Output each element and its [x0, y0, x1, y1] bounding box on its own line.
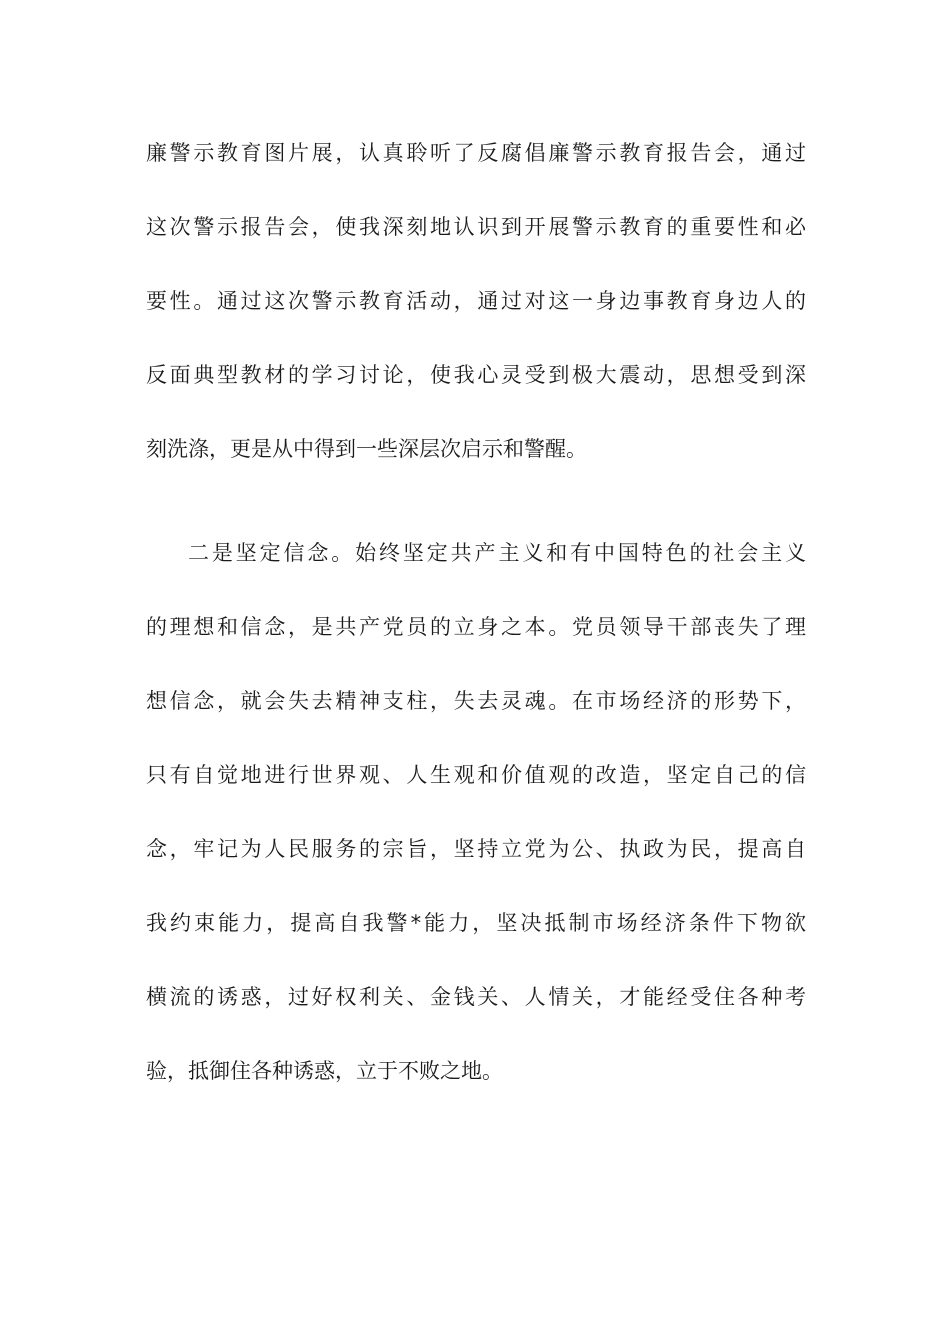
paragraph-2-line-5: 念，牢记为人民服务的宗旨，坚持立党为公、执政为民，提高自: [146, 837, 806, 861]
paragraph-2-line-6: 我约束能力，提高自我警*能力，坚决抵制市场经济条件下物欲: [146, 911, 806, 935]
paragraph-1-line-3: 要性。通过这次警示教育活动，通过对这一身边事教育身边人的: [146, 289, 806, 313]
paragraph-2-line-3: 想信念，就会失去精神支柱，失去灵魂。在市场经济的形势下，: [146, 689, 806, 713]
paragraph-2-line-1: 二是坚定信念。始终坚定共产主义和有中国特色的社会主义: [188, 541, 806, 565]
paragraph-1-line-4: 反面典型教材的学习讨论，使我心灵受到极大震动，思想受到深: [146, 363, 806, 387]
paragraph-1-line-2: 这次警示报告会，使我深刻地认识到开展警示教育的重要性和必: [146, 215, 806, 239]
paragraph-2-line-8: 验，抵御住各种诱惑，立于不败之地。: [146, 1059, 503, 1083]
paragraph-1-line-5: 刻洗涤，更是从中得到一些深层次启示和警醒。: [146, 437, 587, 461]
paragraph-2-line-2: 的理想和信念，是共产党员的立身之本。党员领导干部丧失了理: [146, 615, 806, 639]
paragraph-1-line-1: 廉警示教育图片展，认真聆听了反腐倡廉警示教育报告会，通过: [146, 141, 806, 165]
paragraph-2-line-4: 只有自觉地进行世界观、人生观和价值观的改造，坚定自己的信: [146, 763, 806, 787]
paragraph-2-line-7: 横流的诱惑，过好权利关、金钱关、人情关，才能经受住各种考: [146, 985, 806, 1009]
